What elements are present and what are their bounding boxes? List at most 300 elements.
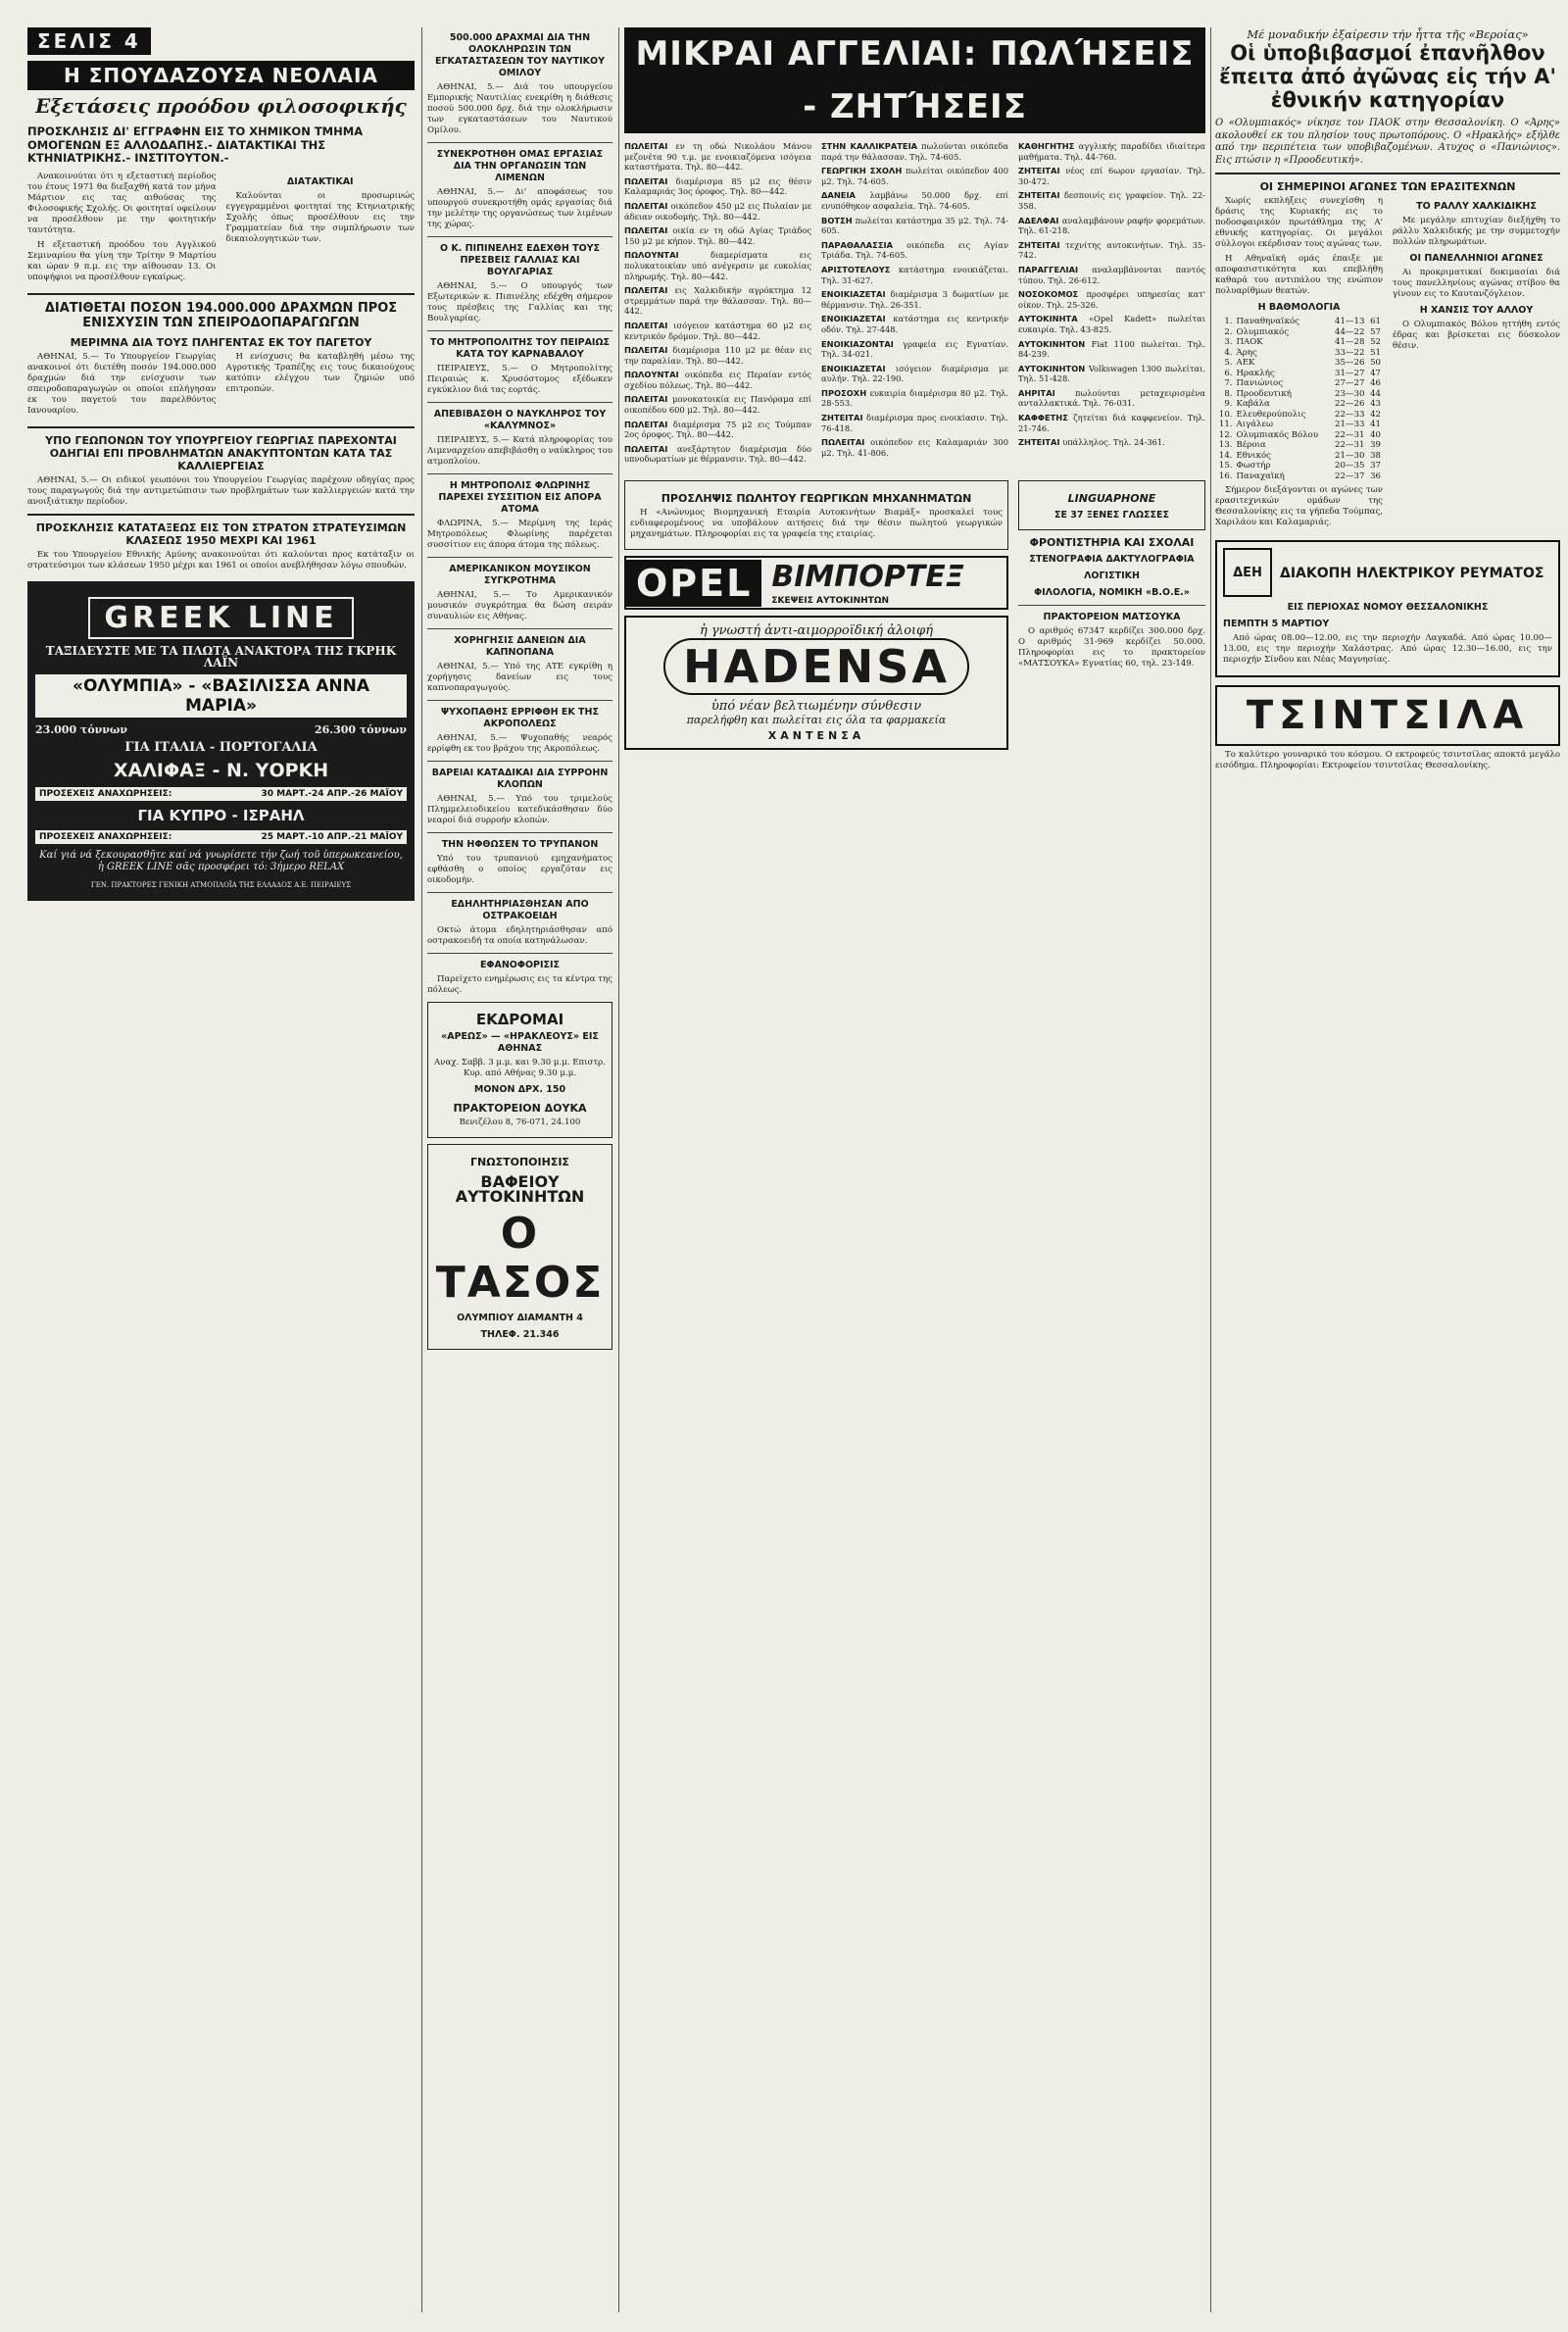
article-paragraph: ΑΘΗΝΑΙ, 5.— Υπό της ΑΤΕ εγκρίθη η χορήγησις δανείων εις τους καπνοπαραγωγούς.: [427, 662, 612, 693]
article-paragraph: ΑΘΗΝΑΙ, 5.— Ψυχοπαθής νεαρός ερρίφθη εκ του βράχου της Ακροπόλεως.: [427, 733, 612, 754]
classifieds-banner: ΜΙΚΡΑΙ ΑΓΓΕΛΙΑΙ: ΠΩΛΉΣΕΙΣ - ΖΗΤΉΣΕΙΣ: [624, 27, 1205, 133]
classified-keyword: ΑΥΤΟΚΙΝΗΤΟΝ: [1018, 363, 1086, 373]
classified-ad: [821, 339, 1008, 360]
standings-team: Φωστήρ: [1236, 461, 1271, 471]
article-paragraph: ΠΕΙΡΑΙΕΥΣ, 5.— Ο Μητροπολίτης Πειραιώς κ. Χρυσόστομος εξέδωκεν εγκύκλιον διά τας εορτάς.: [427, 364, 612, 395]
standings-pos: 2.: [1224, 326, 1233, 337]
classified-ad: [1018, 216, 1205, 236]
school-item: ΣΤΕΝΟΓΡΑΦΙΑ ΔΑΚΤΥΛΟΓΡΑΦΙΑ: [1029, 554, 1195, 566]
standings-team: ΠΑΟΚ: [1236, 337, 1263, 347]
divider: [427, 473, 612, 474]
ship-names: «ΟΛΥΜΠΙΑ» - «ΒΑΣΙΛΙΣΣΑ ΑΝΝΑ ΜΑΡΙΑ»: [35, 674, 407, 718]
standings-row: [1215, 337, 1383, 348]
divider: [427, 402, 612, 403]
fund-article: [27, 352, 415, 421]
article-paragraph: Με μεγάλην επιτυχίαν διεξήχθη το ράλλυ Χαλκιδικής με την συμμετοχήν πολλών πληρωμάτων.: [1393, 216, 1560, 247]
article-paragraph: Σήμερον διεξάγονται οι αγώνες των ερασιτεχνικών ομάδων της Θεσσαλονίκης εις τα γήπεδα Τούμπας, Χαριλάου και Καλαμαριάς.: [1215, 485, 1383, 527]
standings-goals: 44—22: [1334, 326, 1365, 337]
hadensa-logo: HADENSA: [663, 638, 969, 695]
standings-goals: 21—30: [1334, 450, 1365, 461]
standings-row: [1215, 471, 1383, 482]
article-paragraph: ΑΘΗΝΑΙ, 5.— Δι' αποφάσεως του υπουργού συνεκροτήθη ομάς εργασίας διά την μελέτην της οργανώσεως των λιμένων της χώρας.: [427, 187, 612, 229]
column-classifieds: [624, 27, 1205, 2312]
classified-ad: [1018, 314, 1205, 334]
standings-row: [1215, 399, 1383, 410]
classified-text: προσφέρει υπηρεσίας κατ' οίκον. Τηλ. 25-326.: [1018, 289, 1205, 310]
classified-ad: [624, 225, 811, 246]
article-paragraph: ΑΘΗΝΑΙ, 5.— Διά του υπουργείου Εμπορικής Ναυτιλίας ενεκρίθη η διάθεσις ποσού 500.000 δρχ. διά την ολοκλήρωσιν των εγκαταστάσεων του Ναυτικού Ομίλου.: [427, 82, 612, 135]
standings-row: [1215, 369, 1383, 379]
ad-address: Βενιζέλου 8, 76-071, 24.100: [459, 1117, 581, 1127]
power-header: [1223, 548, 1552, 597]
classified-text: εν τη οδώ Νικολάου Μάνου μεζονέτα 90 τ.μ. με ενοικιαζόμενα ισόγεια καταστήματα. Τηλ. 80—442.: [624, 141, 811, 173]
ad-address: ΟΛΥΜΠΙΟΥ ΔΙΑΜΑΝΤΗ 4: [457, 1313, 583, 1323]
standings-pos: 6.: [1224, 368, 1233, 378]
column-student-news: [27, 27, 415, 2312]
standings-team: Άρης: [1236, 347, 1257, 358]
classified-keyword: ΠΩΛΕΙΤΑΙ: [624, 285, 668, 296]
column-sports: [1215, 27, 1560, 2312]
headline: ΕΦΑΝΟΦΟΡΙΣΙΣ: [479, 960, 561, 970]
standings-row: [1215, 430, 1383, 441]
classified-ad: [821, 364, 1008, 384]
classified-ad: [1018, 190, 1205, 211]
article-paragraph: Ο Ολυμπιακός Βόλου ηττήθη εντός έδρας και βρίσκεται εις δύσκολον θέσιν.: [1393, 320, 1560, 351]
notice-box: [624, 480, 1008, 550]
standings-team: Καβάλα: [1236, 399, 1270, 409]
classified-keyword: ΚΑΦΦΕΤΗΣ: [1018, 413, 1068, 423]
fund-subheadline: ΜΕΡΙΜΝΑ ΔΙΑ ΤΟΥΣ ΠΛΗΓΕΝΤΑΣ ΕΚ ΤΟΥ ΠΑΓΕΤΟΥ: [70, 335, 372, 349]
classified-text: εις Χαλκιδικήν αγρόκτημα 12 στρεμμάτων παρά την θάλασσαν. Τηλ. 80—442.: [624, 285, 812, 317]
classifieds-col-c: [1018, 141, 1205, 469]
classified-ad: [821, 437, 1008, 458]
standings-pts: 44: [1370, 388, 1381, 399]
classified-ad: [1018, 364, 1205, 384]
classified-keyword: ΖΗΤΕΙΤΑΙ: [821, 413, 863, 423]
standings-goals: 31—27: [1334, 368, 1365, 378]
classified-text: νέος επί 6ωρον εργασίαν. Τηλ. 30-472.: [1018, 166, 1205, 186]
standings-pos: 14.: [1218, 450, 1233, 461]
divider: [427, 330, 612, 331]
hadensa-sub: ὑπό νέαν βελτιωμένην σύνθεσιν: [710, 699, 922, 715]
classified-ad: [624, 394, 811, 415]
standings-pos: 11.: [1218, 420, 1233, 429]
departures-row: ΠΡΟΣΕΧΕΙΣ ΑΝΑΧΩΡΗΣΕΙΣ: 25 ΜΑΡΤ.-10 ΑΠΡ.-21 ΜΑΪΟΥ: [35, 830, 407, 844]
classified-text: ισόγειον διαμέρισμα με αυλήν. Τηλ. 22-190.: [821, 363, 1008, 384]
route-label: ΓΙΑ ΙΤΑΛΙΑ - ΠΟΡΤΟΓΑΛΙΑ: [124, 739, 318, 755]
classified-text: διαμέρισμα προς ενοικίασιν. Τηλ. 76-418.: [821, 413, 1008, 433]
fund-headline: ΔΙΑΤΙΘΕΤΑΙ ΠΟΣΟΝ 194.000.000 ΔΡΑΧΜΩΝ ΠΡΟΣ ΕΝΙΣΧΥΣΙΝ ΤΩΝ ΣΠΕΙΡΟΔΟΠΑΡΑΓΩΓΩΝ: [44, 300, 398, 330]
classified-keyword: ΖΗΤΕΙΤΑΙ: [1018, 166, 1060, 176]
article-paragraph: Η ενίσχυσις θα καταβληθή μέσω της Αγροτικής Τραπέζης εις τους δικαιούχους κατόπιν ελέγχου των ζημιών υπό επιτροπών.: [225, 351, 415, 394]
classified-keyword: ΕΝΟΙΚΙΑΖΕΤΑΙ: [821, 314, 886, 324]
page-kicker: ΣΕΛΙΣ 4: [27, 27, 415, 55]
standings-pts: 41: [1370, 420, 1381, 429]
ad-subtitle: ΒΑΦΕΙΟΥ ΑΥΤΟΚΙΝΗΤΩΝ: [455, 1172, 585, 1206]
ad-title: ΕΚΔΡΟΜΑΙ: [475, 1011, 564, 1028]
classified-keyword: ΚΑΘΗΓΗΤΗΣ: [1018, 141, 1075, 151]
standings-goals: 35—26: [1334, 358, 1365, 368]
route-cyprus: ΓΙΑ ΚΥΠΡΟ - ΙΣΡΑΗΛ: [137, 806, 305, 824]
ad-body: Αναχ. Σαββ. 3 μ.μ. και 9.30 μ.μ. Επιστρ. Κυρ. από Αθήνας 9.30 μ.μ.: [434, 1058, 606, 1078]
headline: ΒΑΡΕΙΑΙ ΚΑΤΑΔΙΚΑΙ ΔΙΑ ΣΥΡΡΟΗΝ ΚΛΟΠΩΝ: [431, 768, 609, 790]
standings-pts: 57: [1370, 326, 1381, 337]
classified-text: Fiat 1100 πωλείται. Τηλ. 84-239.: [1018, 338, 1205, 360]
tsintsila-ad-title: ΤΣΙΝΤΣΙΛΑ: [1215, 685, 1560, 746]
divider: [427, 700, 612, 701]
headline: ΤΟ ΜΗΤΡΟΠΟΛΙΤΗΣ ΤΟΥ ΠΕΙΡΑΙΩΣ ΚΑΤΑ ΤΟΥ ΚΑΡΝΑΒΑΛΟΥ: [429, 337, 611, 360]
schools-headline: ΦΡΟΝΤΙΣΤΗΡΙΑ ΚΑΙ ΣΧΟΛΑΙ: [1029, 536, 1195, 550]
standings-goals: 41—28: [1334, 337, 1365, 347]
greek-line-ad: [27, 581, 415, 901]
classified-ad: [1018, 289, 1205, 310]
classified-ad: [624, 420, 811, 440]
divider: [27, 426, 415, 428]
standings-goals: 20—35: [1334, 461, 1365, 471]
ad-title: ΓΝΩΣΤΟΠΟΙΗΣΙΣ: [470, 1156, 569, 1168]
standings-row: [1215, 389, 1383, 400]
standings-pts: 38: [1370, 450, 1381, 461]
classified-text: Volkswagen 1300 πωλείται. Τηλ. 51-428.: [1018, 363, 1205, 384]
divider: [427, 236, 612, 237]
classified-keyword: ΠΩΛΟΥΝΤΑΙ: [624, 370, 679, 380]
standings-team: Ολυμπιακός Βόλου: [1236, 429, 1319, 440]
classified-ad: [624, 141, 811, 173]
ad-subtitle: ΣΕ 37 ΞΕΝΕΣ ΓΛΩΣΣΕΣ: [1054, 510, 1169, 521]
classified-keyword: ΠΑΡΑΘΑΛΑΣΣΙΑ: [821, 239, 894, 250]
subhead: ΔΙΑΤΑΚΤΙΚΑΙ: [286, 175, 354, 187]
classified-ad: [1018, 265, 1205, 285]
standings-pos: 16.: [1218, 471, 1233, 481]
classified-text: κατάστημα ενοικιάζεται. Τηλ. 31-627.: [821, 264, 1008, 285]
divider: [427, 892, 612, 893]
classified-keyword: ΠΩΛΕΙΤΑΙ: [624, 394, 668, 405]
standings-pts: 47: [1370, 368, 1381, 378]
standings-row: [1215, 420, 1383, 430]
headline: ΣΥΝΕΚΡΟΤΗΘΗ ΟΜΑΣ ΕΡΓΑΣΙΑΣ ΔΙΑ ΤΗΝ ΟΡΓΑΝΩΣΙΝ ΤΩΝ ΛΙΜΕΝΩΝ: [436, 149, 604, 183]
classified-ad: [1018, 437, 1205, 448]
standings-team: Αιγάλεω: [1236, 420, 1273, 429]
departures-row: ΠΡΟΣΕΧΕΙΣ ΑΝΑΧΩΡΗΣΕΙΣ: 30 ΜΑΡΤ.-24 ΑΠΡ.-26 ΜΑΪΟΥ: [35, 787, 407, 801]
classified-text: μονοκατοικία εις Πανόραμα επί οικοπέδου 600 μ2. Τηλ. 80—442.: [624, 394, 812, 416]
power-outage-notice: [1215, 540, 1560, 677]
classified-text: διαμέρισμα 75 μ2 εις Τούμπαν 2ος όροφος. Τηλ. 80—442.: [624, 419, 812, 440]
classified-text: οικόπεδον 450 μ2 εις Πυλαίαν με άδειαν οικοδομής. Τηλ. 80—442.: [624, 200, 811, 222]
article-paragraph: Καλούνται οι προσωρινώς εγγεγραμμένοι φοιτηταί της Κτηνιατρικής Σχολής όπως προσέλθουν εις την Γραμματείαν διά την συμπλήρωσιν των δικαιολογητικών των.: [225, 190, 415, 244]
column-rule: [618, 27, 619, 2312]
classified-text: γραφεία εις Εγνατίαν. Τηλ. 34-021.: [821, 338, 1008, 360]
headline: Ο Κ. ΠΙΠΙΝΕΛΗΣ ΕΔΕΧΘΗ ΤΟΥΣ ΠΡΕΣΒΕΙΣ ΓΑΛΛΙΑΣ ΚΑΙ ΒΟΥΛΓΑΡΙΑΣ: [439, 243, 601, 277]
classified-keyword: ΣΤΗΝ ΚΑΛΛΙΚΡΑΤΕΙΑ: [821, 141, 918, 151]
hadensa-foot: παρελήφθη και πωλείται εις όλα τα φαρμακεία: [686, 714, 947, 727]
section-banner: Η ΣΠΟΥΔΑΖΟΥΣΑ ΝΕΟΛΑΙΑ: [27, 61, 415, 90]
ad-agency: ΠΡΑΚΤΟΡΕΙΟΝ ΔΟΥΚΑ: [453, 1102, 587, 1115]
ad-price: ΜΟΝΟΝ ΔΡΧ. 150: [473, 1084, 566, 1095]
classified-keyword: ΖΗΤΕΙΤΑΙ: [1018, 190, 1060, 201]
standings-row: [1215, 451, 1383, 462]
standings-goals: 27—27: [1334, 378, 1365, 388]
classified-keyword: ΔΑΝΕΙΑ: [821, 190, 856, 201]
divider: [1018, 605, 1205, 606]
column-rule: [1210, 27, 1211, 2312]
article-paragraph: Ανακοινούται ότι η εξεταστική περίοδος του έτους 1971 θα διεξαχθή κατά τον μήνα Μάρτιον εις τας αιθούσας της Φιλοσοφικής Σχολής. Οι φοιτηταί οφείλουν να προσέλθουν με την φοιτητικήν ταυτότητα.: [27, 171, 217, 235]
ad-phone: ΤΗΛΕΦ. 21.346: [480, 1329, 560, 1340]
divider: [427, 142, 612, 143]
classified-keyword: ΑΗΡΙΤΑΙ: [1018, 387, 1055, 398]
column-rule: [421, 27, 422, 2312]
hadensa-intro: ἡ γνωστή ἀντι-αιμορροϊδική ἀλοιφή: [699, 623, 934, 639]
opel-ad: [624, 556, 1008, 610]
classified-text: διαμέρισμα 110 μ2 με θέαν εις την παραλίαν. Τηλ. 80—442.: [624, 345, 811, 366]
standings-goals: 22—31: [1334, 440, 1365, 450]
standings-pts: 36: [1370, 471, 1381, 481]
headline: 500.000 ΔΡΑΧΜΑΙ ΔΙΑ ΤΗΝ ΟΛΟΚΛΗΡΩΣΙΝ ΤΩΝ ΕΓΚΑΤΑΣΤΑΣΕΩΝ ΤΟΥ ΝΑΥΤΙΚΟΥ ΟΜΙΛΟΥ: [435, 32, 605, 78]
schools-column: [1018, 474, 1205, 756]
article-paragraph: Η εξεταστική προόδου του Αγγλικού Σεμιναρίου θα γίνη την Τρίτην 9 Μαρτίου και ώραν 9 π.μ. εις την αίθουσαν 13. Οι υποψήφιοι να προσέλθουν εγκαίρως.: [27, 239, 217, 282]
article-paragraph: Παρείχετο ενημέρωσις εις τα κέντρα της πόλεως.: [427, 974, 612, 995]
headline: ΑΠΕΒΙΒΑΣΘΗ Ο ΝΑΥΚΛΗΡΟΣ ΤΟΥ «ΚΑΛΥΜΝΟΣ»: [433, 409, 607, 431]
classified-keyword: ΑΥΤΟΚΙΝΗΤΑ: [1018, 314, 1078, 324]
classified-text: διαμέρισμα 3 δωματίων με θέρμανσιν. Τηλ. 26-351.: [821, 289, 1008, 310]
classified-text: διαμέρισμα 85 μ2 εις θέσιν Καλαμαριάς 3ος όροφος. Τηλ. 80—442.: [624, 175, 811, 197]
classified-keyword: ΕΝΟΙΚΙΑΖΕΤΑΙ: [821, 289, 886, 300]
standings-goals: 22—33: [1334, 409, 1365, 420]
classified-text: ισόγειον κατάστημα 60 μ2 εις κεντρικόν δρόμον. Τηλ. 80—442.: [624, 320, 812, 341]
classified-ad: [821, 190, 1008, 211]
article-paragraph: Χωρίς εκπλήξεις συνεχίσθη η δράσις της Κυριακής εις το ποδοσφαιρικόν πρωτάθλημα της Α' εθνικής κατηγορίας. Οι μεγάλοι σύλλογοι εκέρδισαν τους αγώνας των.: [1215, 196, 1383, 249]
classified-text: ζητείται διά καφφενείον. Τηλ. 21-746.: [1018, 413, 1205, 433]
hadensa-side: ΧΑΝΤΕΝΣΑ: [767, 729, 865, 743]
subhead: ΤΟ ΡΑΛΛΥ ΧΑΛΚΙΔΙΚΗΣ: [1416, 201, 1537, 212]
classified-keyword: ΑΡΙΣΤΟΤΕΛΟΥΣ: [821, 264, 891, 274]
standings-team: Ελευθερούπολις: [1236, 409, 1306, 420]
agency-headline: ΠΡΑΚΤΟΡΕΙΟΝ ΜΑΤΣΟΥΚΑ: [1043, 612, 1181, 623]
article-paragraph: ΑΘΗΝΑΙ, 5.— Το Υπουργείον Γεωργίας ανακοινοί ότι διετέθη ποσόν 194.000.000 δραχμών διά την ενίσχυσιν των σπειροδοπαραγωγών οι οποίοι επλήγησαν εκ του παγετού του παρελθόντος Ιανουαρίου.: [27, 351, 217, 416]
greek-line-logo: GREEK LINE: [88, 597, 353, 639]
classified-keyword: ΠΩΛΕΙΤΑΙ: [624, 320, 668, 330]
classified-ad: [821, 314, 1008, 334]
classified-ad: [821, 166, 1008, 186]
standings-pts: 46: [1370, 378, 1381, 388]
opel-logo: OPEL: [626, 560, 761, 607]
tasos-name: Ο ΤΑΣΟΣ: [435, 1209, 605, 1308]
classified-text: πωλούνται οικόπεδα παρά την θάλασσαν. Τηλ. 74-605.: [821, 141, 1009, 162]
article-paragraph: ΦΛΩΡΙΝΑ, 5.— Μερίμνη της Ιεράς Μητροπόλεως Φλωρίνης παρέχεται συσσίτιον εις άπορα άτομα της πόλεως.: [427, 519, 612, 550]
standings-pts: 37: [1370, 461, 1381, 471]
column-short-news: [427, 27, 612, 2312]
standings-goals: 41—13: [1334, 317, 1365, 326]
standings-row: [1215, 348, 1383, 359]
standings-pos: 3.: [1224, 337, 1233, 347]
standings-team: Ηρακλής: [1236, 368, 1275, 378]
standings-pos: 7.: [1224, 378, 1233, 388]
standings-team: Προοδευτική: [1236, 388, 1292, 399]
divider: [427, 557, 612, 558]
classified-ad: [624, 370, 811, 390]
classified-keyword: ΠΩΛΕΙΤΑΙ: [624, 200, 668, 211]
subhead: Η ΧΑΝΣΙΣ ΤΟΥ ΑΛΛΟΥ: [1419, 305, 1534, 316]
classified-ad: [1018, 388, 1205, 409]
classified-ad: [821, 265, 1008, 285]
notice-body: Η «Ανώνυμος Βιομηχανική Εταιρία Αυτοκινήτων Βιαμάξ» προσκαλεί τους ενδιαφερομένους να υποβάλουν αιτήσεις διά την θέσιν πωλητού γεωργικών μηχανημάτων. Πληροφορίαι εις τα γραφεία της εταιρίας.: [630, 508, 1003, 540]
standings-pos: 15.: [1218, 461, 1233, 471]
standings-row: [1215, 327, 1383, 338]
hadensa-ad: [624, 616, 1008, 750]
article-paragraph: Υπό του τρυπανιού εμηχανήματος εφθάσθη ο οποίος εργαζόταν εις οικοδομήν.: [427, 854, 612, 885]
classified-text: αναλαμβάνουν ραφήν φορεμάτων. Τηλ. 61-218.: [1018, 215, 1205, 236]
classified-ad: [821, 289, 1008, 310]
classified-ad: [624, 321, 811, 341]
agency-body: Ο αριθμός 67347 κερδίζει 300.000 δρχ. Ο αριθμός 31-969 κερδίζει 50.000. Πληροφορίαι εις το πρακτορείον «ΜΑΤΣΟΥΚΑ» Εγνατίας 60, τηλ. 23-149.: [1018, 626, 1205, 670]
divider: [27, 293, 415, 295]
classified-text: τεχνίτης αυτοκινήτων. Τηλ. 35-742.: [1018, 239, 1205, 261]
divider: [427, 761, 612, 762]
classified-ad: [1018, 141, 1205, 162]
standings-goals: 21—33: [1334, 420, 1365, 429]
classified-ad: [624, 444, 811, 465]
divider: [1215, 173, 1560, 174]
standings-team: Ολυμπιακός: [1236, 326, 1290, 337]
classified-ad: [821, 240, 1008, 261]
divider: [427, 832, 612, 833]
sports-body: [1215, 196, 1560, 532]
classified-keyword: ΠΡΟΣΟΧΗ: [821, 387, 867, 398]
standings-team: Εθνικός: [1236, 450, 1271, 461]
classified-text: λαμβάνω 50.000 δρχ. επί ενυπόθηκον ασφαλεία. Τηλ. 74-605.: [821, 190, 1008, 211]
standings-pos: 5.: [1224, 358, 1233, 368]
classified-text: υπάλληλος. Τηλ. 24-361.: [1062, 437, 1165, 448]
classified-ad: [624, 250, 811, 281]
standings-pos: 12.: [1218, 429, 1233, 440]
power-headline: ΔΙΑΚΟΠΗ ΗΛΕΚΤΡΙΚΟΥ ΡΕΥΜΑΤΟΣ: [1280, 566, 1544, 581]
classified-keyword: ΖΗΤΕΙΤΑΙ: [1018, 239, 1060, 250]
standings-table: [1215, 317, 1383, 481]
standings-pos: 8.: [1224, 388, 1233, 399]
classified-text: διαμερίσματα εις πολυκατοικίαν υπό ανέγερσιν με ευκολίας πληρωμής. Τηλ. 80—442.: [624, 250, 811, 281]
sports-kicker: Μέ μοναδικήν ἐξαίρεσιν τήν ἧττα τῆς «Βεροίας»: [1247, 27, 1529, 41]
classified-keyword: ΓΕΩΡΓΙΚΗ ΣΧΟΛΗ: [821, 166, 903, 176]
classified-ad: [624, 285, 811, 317]
standings-row: [1215, 378, 1383, 389]
classified-text: ευκαιρία διαμέρισμα 80 μ2. Τηλ. 28-553.: [821, 387, 1009, 409]
classified-keyword: ΕΝΟΙΚΙΑΖΟΝΤΑΙ: [821, 338, 894, 349]
classified-ad: [821, 413, 1008, 433]
standings-team: Παναθηναϊκός: [1236, 317, 1299, 326]
dealer-tagline: ΣΚΕΨΕΙΣ ΑΥΤΟΚΙΝΗΤΩΝ: [771, 596, 890, 607]
standings-team: Πανιώνιος: [1236, 378, 1284, 388]
classified-text: πωλούνται μεταχειρισμένα ανταλλακτικά. Τηλ. 76-031.: [1018, 387, 1205, 409]
classified-ad: [624, 345, 811, 366]
standings-goals: 23—30: [1334, 388, 1365, 399]
standings-goals: 22—26: [1334, 399, 1365, 409]
ad-title: LINGUAPHONE: [1067, 492, 1156, 506]
classified-text: πωλείται οικόπεδον 400 μ2. Τηλ. 74-605.: [821, 166, 1008, 186]
classified-keyword: ΕΝΟΙΚΙΑΖΕΤΑΙ: [821, 363, 886, 373]
classified-keyword: ΠΩΛΕΙΤΑΙ: [624, 419, 668, 429]
article-paragraph: ΑΘΗΝΑΙ, 5.— Οι ειδικοί γεωπόνοι του Υπουργείου Γεωργίας παρέχουν οδηγίας προς τους παραγωγούς διά την αντιμετώπισιν των προβλημάτων των καλλιεργειών κατά την ανοιξιάτικην περίοδον.: [27, 474, 415, 507]
classified-text: οικόπεδα εις Αγίαν Τριάδα. Τηλ. 74-605.: [821, 239, 1008, 261]
classified-keyword: ΠΩΛΕΙΤΑΙ: [821, 437, 865, 448]
sports-subhead: ΟΙ ΣΗΜΕΡΙΝΟΙ ΑΓΩΝΕΣ ΤΩΝ ΕΡΑΣΙΤΕΧΝΩΝ: [1259, 180, 1516, 193]
classified-text: δεσποινίς εις γραφείον. Τηλ. 22-358.: [1018, 190, 1205, 211]
linguaphone-ad: [1018, 480, 1205, 530]
classified-keyword: ΑΥΤΟΚΙΝΗΤΟΝ: [1018, 338, 1086, 349]
classified-ad: [821, 388, 1008, 409]
standings-pos: 1.: [1224, 317, 1233, 326]
standings-pos: 9.: [1224, 399, 1233, 409]
dealer-name: ΒΙΜΠΟΡΤΕΞ: [771, 560, 964, 595]
classified-ad: [821, 141, 1008, 162]
lower-left: [624, 474, 1008, 756]
headline: ΤΗΝ ΗΦΘΩΣΕΝ ΤΟ ΤΡΥΠΑΝΟΝ: [441, 839, 599, 850]
standings-row: [1215, 440, 1383, 451]
standings-pts: 50: [1370, 358, 1381, 368]
classified-ad: [624, 176, 811, 197]
standings-row: [1215, 317, 1383, 327]
classified-text: ανεξάρτητον διαμέρισμα δύο υπνοδωματίων με θέρμανσιν. Τηλ. 80—442.: [624, 443, 811, 465]
divider: [427, 953, 612, 954]
classified-text: πωλείται κατάστημα 35 μ2. Τηλ. 74-605.: [821, 215, 1008, 236]
standings-pos: 13.: [1218, 440, 1233, 450]
notice-headline: ΠΡΟΣΛΗΨΙΣ ΠΩΛΗΤΟΥ ΓΕΩΡΓΙΚΩΝ ΜΗΧΑΝΗΜΑΤΩΝ: [661, 492, 972, 506]
ad-subtitle: «ΑΡΕΩΣ» — «ΗΡΑΚΛΕΟΥΣ» ΕΙΣ ΑΘΗΝΑΣ: [441, 1031, 599, 1054]
classified-text: αγγλικής παραδίδει ιδιαίτερα μαθήματα. Τηλ. 44-760.: [1018, 141, 1205, 162]
standings-pts: 52: [1370, 337, 1381, 347]
sports-headline: Οἱ ὑποβιβασμοί ἐπανῆλθον ἔπειτα ἀπό ἀγῶνας εἰς τήν Α' ἐθνικήν κατηγορίαν: [1219, 41, 1556, 112]
power-subheadline: ΕΙΣ ΠΕΡΙΟΧΑΣ ΝΟΜΟΥ ΘΕΣΣΑΛΟΝΙΚΗΣ: [1287, 602, 1489, 613]
headline: ΑΜΕΡΙΚΑΝΙΚΟΝ ΜΟΥΣΙΚΟΝ ΣΥΓΚΡΟΤΗΜΑ: [449, 564, 591, 586]
classified-keyword: ΠΩΛΕΙΤΑΙ: [624, 225, 668, 236]
classifieds-col-a: [624, 141, 811, 469]
tasos-ad: [427, 1144, 612, 1350]
exams-title: Εξετάσεις προόδου φιλοσοφικής: [35, 94, 407, 118]
standings-pts: 61: [1370, 317, 1381, 326]
article-paragraph: Η Αθηναϊκή ομάς έπαιξε με αποφασιστικότητα και επεβλήθη καθαρά του αντιπάλου της ενώπιον πολυαρίθμων θεατών.: [1215, 254, 1383, 296]
classified-ad: [624, 201, 811, 222]
divider: [27, 514, 415, 516]
classified-ad: [1018, 339, 1205, 360]
classified-ad: [821, 216, 1008, 236]
classified-keyword: ΠΩΛΟΥΝΤΑΙ: [624, 250, 679, 261]
classified-keyword: ΠΑΡΑΓΓΕΛΙΑΙ: [1018, 264, 1079, 274]
classified-text: οικόπεδα εις Περαίαν εντός σχεδίου πόλεως. Τηλ. 80—442.: [624, 370, 811, 390]
classified-text: «Opel Kadett» πωλείται ευκαιρία. Τηλ. 43-825.: [1018, 314, 1205, 334]
standings-pts: 39: [1370, 440, 1381, 450]
classified-keyword: ΑΔΕΛΦΑΙ: [1018, 215, 1059, 225]
army-headline: ΠΡΟΣΚΛΗΣΙΣ ΚΑΤΑΤΑΞΕΩΣ ΕΙΣ ΤΟΝ ΣΤΡΑΤΟΝ ΣΤΡΑΤΕΥΣΙΜΩΝ ΚΛΑΣΕΩΣ 1950 ΜΕΧΡΙ ΚΑΙ 1961: [35, 521, 407, 547]
classified-keyword: ΝΟΣΟΚΟΜΟΣ: [1018, 289, 1079, 300]
dei-logo: ΔΕΗ: [1223, 548, 1272, 597]
headline: Η ΜΗΤΡΟΠΟΛΙΣ ΦΛΩΡΙΝΗΣ ΠΑΡΕΧΕΙ ΣΥΣΣΙΤΙΟΝ ΕΙΣ ΑΠΟΡΑ ΑΤΟΜΑ: [438, 480, 602, 515]
tsintsila-body: Το καλύτερο γουναρικό του κόσμου. Ο εκτροφεύς τσιντσίλας αποκτά μεγάλο εισόδημα. Πληροφορίαι: Εκτροφείον τσιντσίλας Θεσσαλονίκης.: [1215, 750, 1560, 770]
classified-keyword: ΠΩΛΕΙΤΑΙ: [624, 141, 668, 151]
route-destinations: ΧΑΛΙΦΑΞ - Ν. ΥΟΡΚΗ: [113, 759, 329, 781]
classified-text: κατάστημα εις κεντρικήν οδόν. Τηλ. 27-448.: [821, 314, 1009, 334]
subhead: ΟΙ ΠΑΝΕΛΛΗΝΙΟΙ ΑΓΩΝΕΣ: [1409, 253, 1544, 264]
classified-keyword: ΠΩΛΕΙΤΑΙ: [624, 345, 668, 356]
article-paragraph: ΑΘΗΝΑΙ, 5.— Υπό του τριμελούς Πλημμελειοδικείου κατεδικάσθησαν δύο νεαροί διά συρροήν κλοπών.: [427, 794, 612, 825]
chem-headline: ΠΡΟΣΚΛΗΣΙΣ ΔΙ' ΕΓΓΡΑΦΗΝ ΕΙΣ ΤΟ ΧΗΜΙΚΟΝ ΤΜΗΜΑ ΟΜΟΓΕΝΩΝ ΕΞ ΑΛΛΟΔΑΠΗΣ.- ΔΙΑΤΑΚΤΙΚΑΙ ΤΗΣ ΚΤΗΝΙΑΤΡΙΚΗΣ.- ΙΝΣΤΙΤΟΥΤΟΝ.-: [27, 124, 364, 165]
classifieds-grid: [624, 141, 1205, 469]
classified-keyword: ΠΩΛΕΙΤΑΙ: [624, 175, 668, 186]
headline: ΕΔΗΛΗΤΗΡΙΑΣΘΗΣΑΝ ΑΠΟ ΟΣΤΡΑΚΟΕΙΔΗ: [451, 899, 589, 921]
ad-footer: ΓΕΝ. ΠΡΑΚΤΟΡΕΣ ΓΕΝΙΚΗ ΑΤΜΟΠΛΟΪΑ ΤΗΣ ΕΛΛΑΔΟΣ Α.Ε. ΠΕΙΡΑΙΕΥΣ: [90, 880, 352, 889]
article-paragraph: ΑΘΗΝΑΙ, 5.— Ο υπουργός των Εξωτερικών κ. Πιπινέλης εδέχθη σήμερον τους πρέσβεις της Γαλλίας και της Βουλγαρίας.: [427, 281, 612, 323]
classified-text: οικόπεδον εις Καλαμαριάν 300 μ2. Τηλ. 41-806.: [821, 437, 1008, 458]
classified-keyword: ΖΗΤΕΙΤΑΙ: [1018, 437, 1060, 448]
article-paragraph: Εκ του Υπουργείου Εθνικής Αμύνης ανακοινούται ότι καλούνται προς κατάταξιν οι στρατεύσιμοι των κλάσεων 1950 μέχρι και 1961 οι οποίοι ανεβλήθησαν λόγω σπουδών.: [27, 549, 415, 571]
standings-goals: 22—31: [1334, 429, 1365, 440]
